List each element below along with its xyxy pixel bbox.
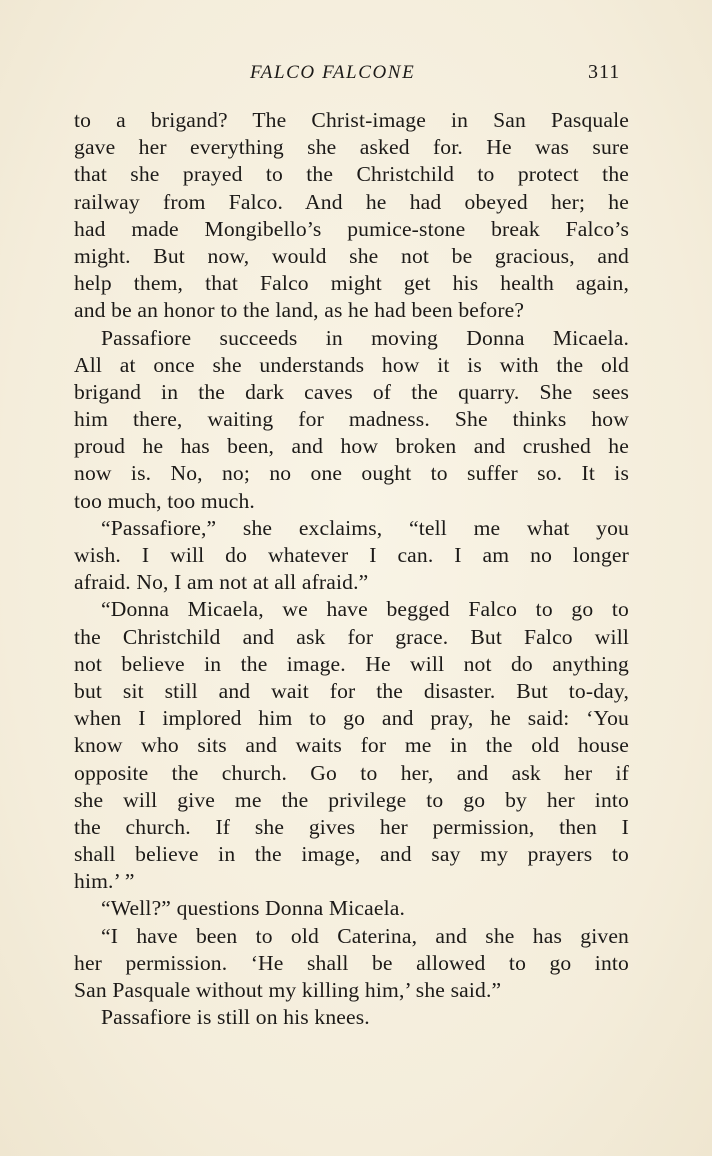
- text-line: “Donna Micaela, we have begged Falco to go to: [101, 597, 629, 622]
- text-line: might. But now, would she not be gracious, and: [74, 243, 629, 268]
- text-line: him there, waiting for madness. She thinks how: [74, 407, 629, 432]
- text-line: afraid. No, I am not at all afraid.”: [74, 570, 369, 595]
- text-line: San Pasquale without my killing him,’ she said.”: [74, 978, 502, 1002]
- text-line: but sit still and wait for the disaster. But to-day,: [74, 678, 629, 703]
- text-line: not believe in the image. He will not do anything: [74, 651, 629, 676]
- text-line: gave her everything she asked for. He was sure: [74, 135, 629, 160]
- text-line: Passafiore succeeds in moving Donna Micaela.: [101, 325, 629, 350]
- text-line: and be an honor to the land, as he had been before?: [74, 298, 525, 323]
- text-line: brigand in the dark caves of the quarry. She sees: [74, 379, 629, 404]
- text-line: “Passafiore,” she exclaims, “tell me what you: [101, 515, 629, 540]
- body-text: [74, 107, 629, 1031]
- page-number: 311: [588, 61, 621, 83]
- text-line: “I have been to old Caterina, and she has given: [101, 923, 629, 948]
- text-line: railway from Falco. And he had obeyed her; he: [74, 189, 629, 214]
- page-header: [0, 62, 712, 90]
- text-line: wish. I will do whatever I can. I am no longer: [74, 543, 629, 567]
- text-line: the church. If she gives her permission, then I: [74, 814, 629, 839]
- text-line: All at once she understands how it is with the old: [74, 352, 629, 377]
- running-title: FALCO FALCONE: [250, 62, 416, 83]
- text-line: proud he has been, and how broken and crushed he: [74, 434, 629, 459]
- text-line: him.’ ”: [74, 869, 135, 894]
- text-line: “Well?” questions Donna Micaela.: [101, 896, 406, 921]
- text-line: too much, too much.: [74, 488, 255, 513]
- text-line: know who sits and waits for me in the old house: [74, 733, 629, 758]
- text-line: opposite the church. Go to her, and ask her if: [74, 760, 629, 785]
- text-line: her permission. ‘He shall be allowed to go into: [74, 950, 629, 975]
- text-line: Passafiore is still on his knees.: [101, 1005, 370, 1030]
- text-line: shall believe in the image, and say my prayers to: [74, 842, 629, 867]
- text-line: had made Mongibello’s pumice-stone break Falco’s: [74, 216, 629, 241]
- text-line: to a brigand? The Christ-image in San Pasquale: [74, 108, 629, 132]
- text-line: she will give me the privilege to go by her into: [74, 787, 629, 812]
- text-line: when I implored him to go and pray, he said: ‘You: [74, 706, 629, 731]
- text-line: now is. No, no; no one ought to suffer so. It is: [74, 461, 629, 486]
- text-line: help them, that Falco might get his health again,: [74, 271, 629, 296]
- text-line: the Christchild and ask for grace. But Falco will: [74, 624, 629, 649]
- text-line: that she prayed to the Christchild to protect the: [74, 162, 629, 187]
